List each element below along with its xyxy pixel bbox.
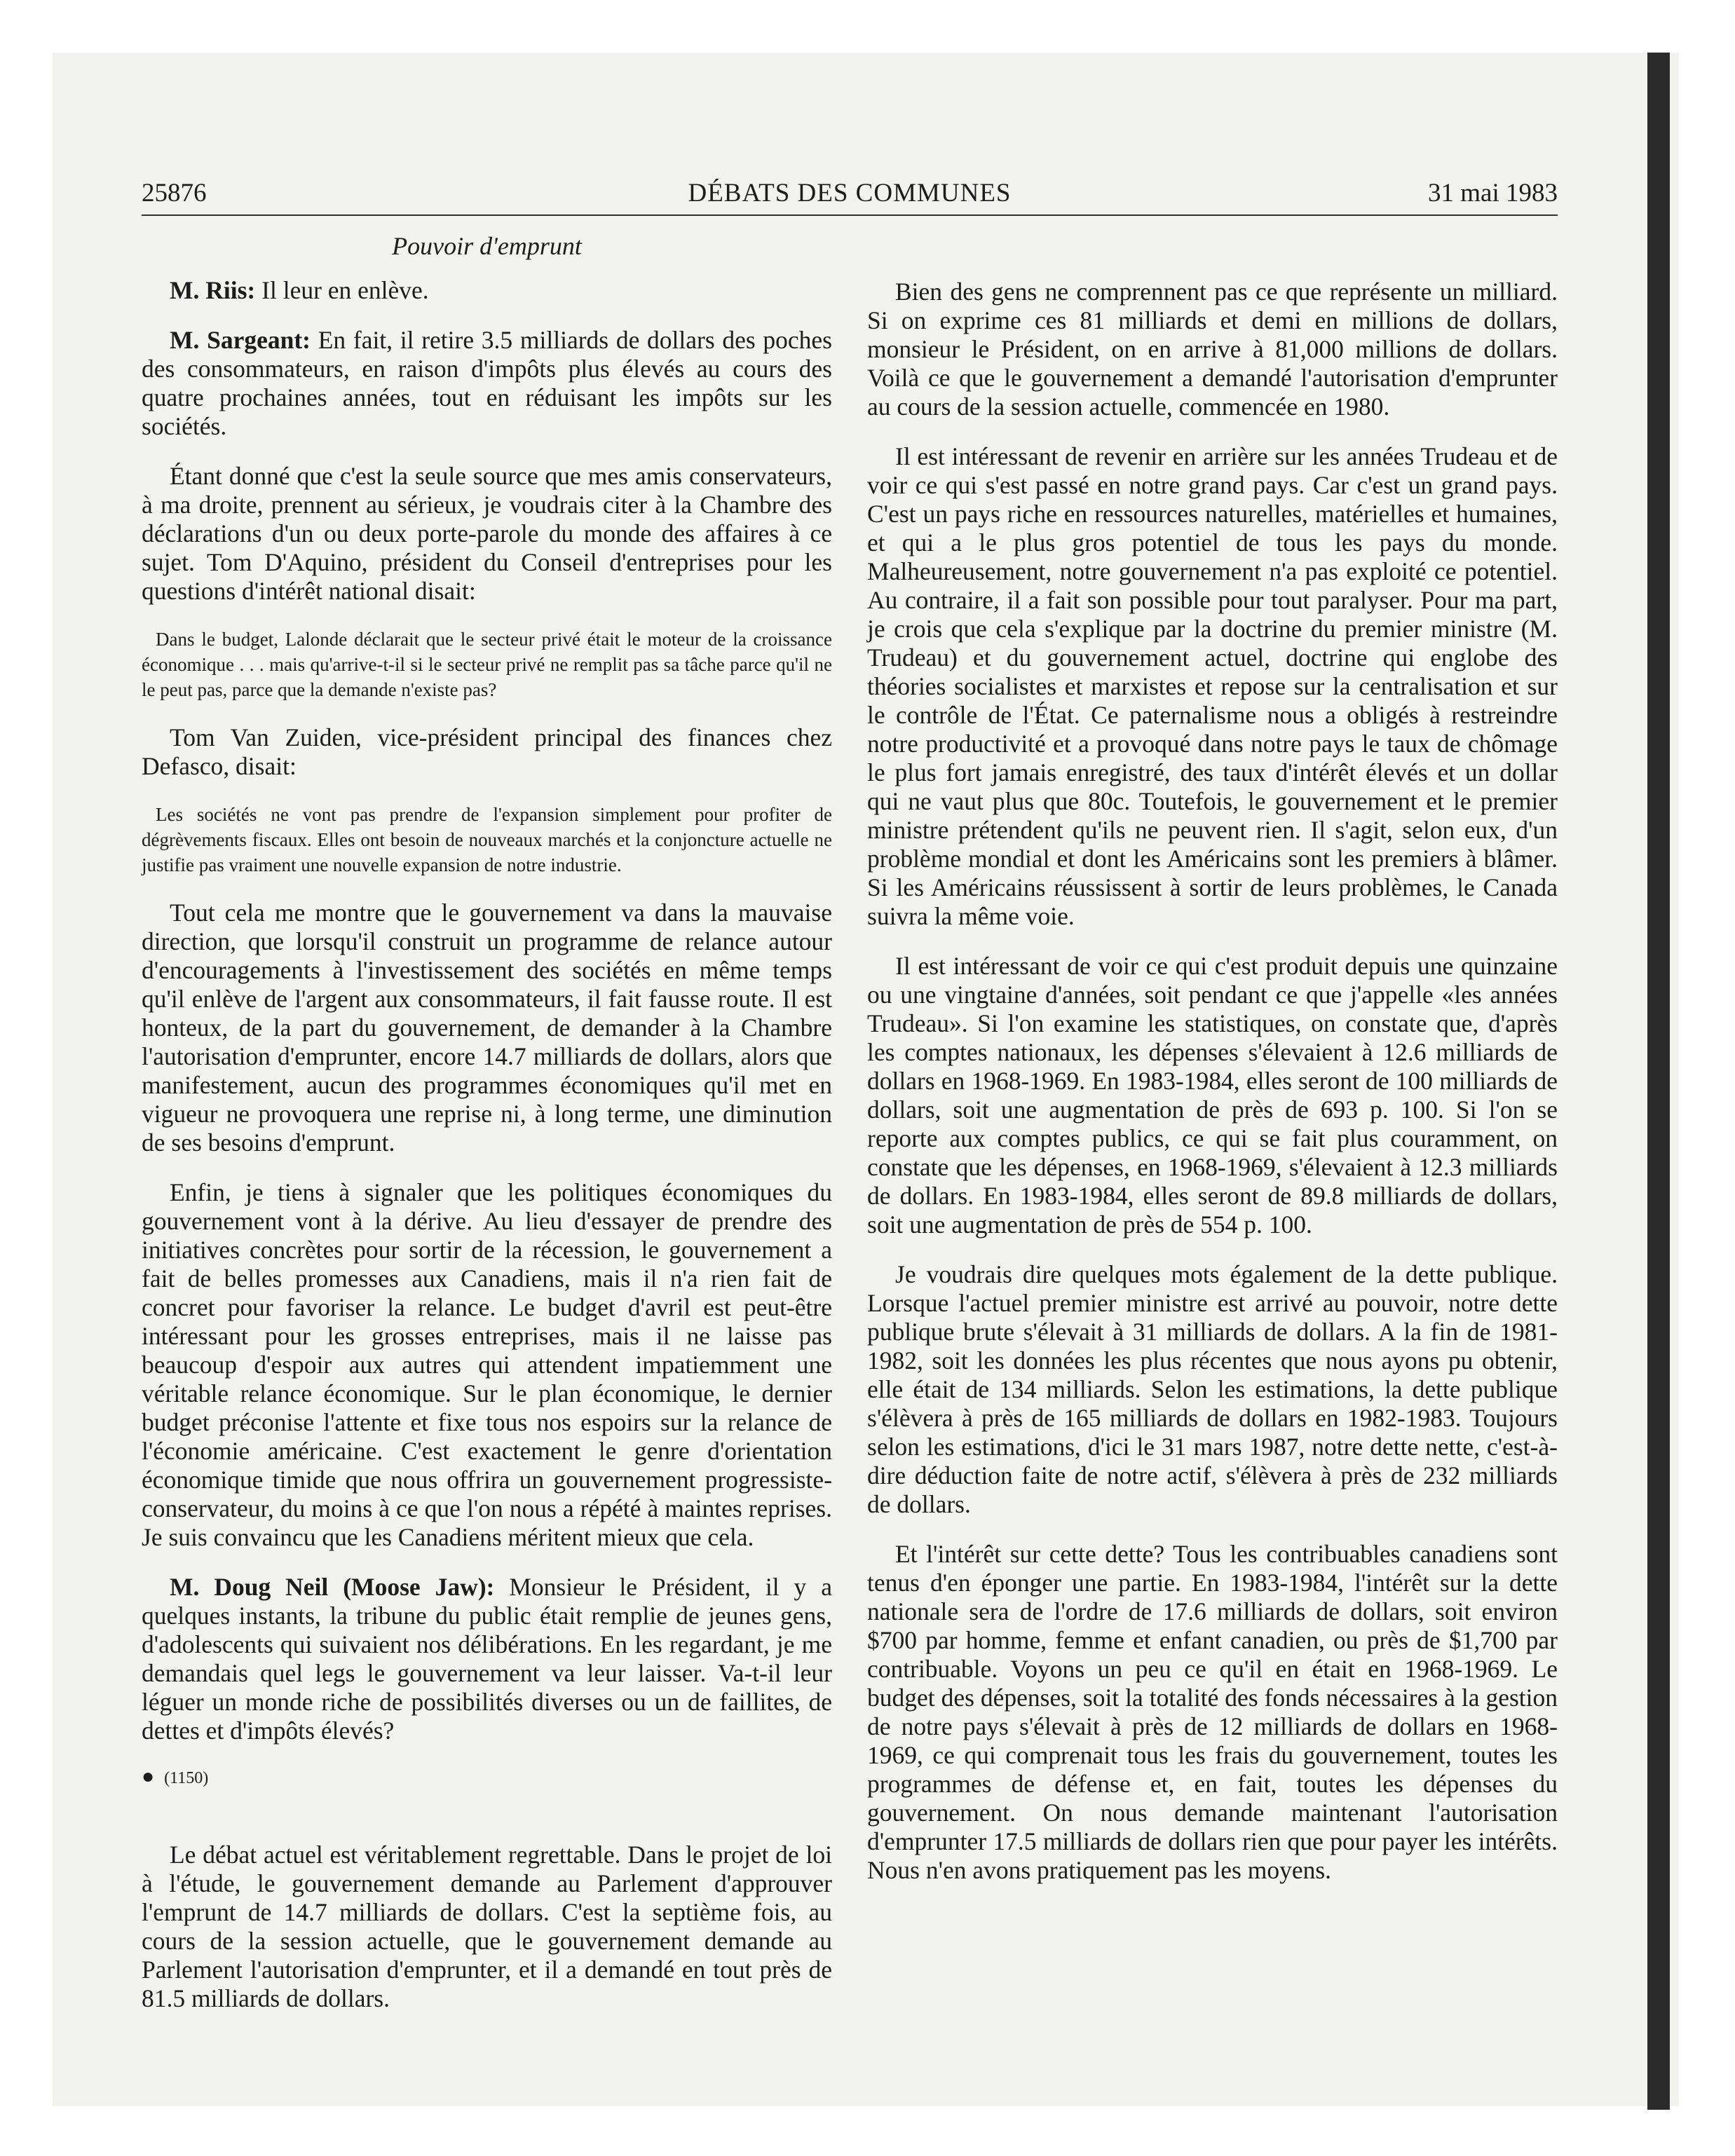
scan-edge-bar <box>1647 53 1670 2110</box>
paragraph: Le débat actuel est véritablement regrettable. Dans le projet de loi à l'étude, le gouvernement demande au Parlement d'approuver l'emprunt de 14.7 milliards de dollars. C'est la septième fois, au cours de la session actuelle, que le gouvernement demande au Parlement l'autorisation d'emprunter, et il a demandé en tout près de 81.5 milliards de dollars. <box>142 1841 832 2012</box>
paragraph: Il est intéressant de voir ce qui c'est produit depuis une quinzaine ou une vingtaine d'années, soit pendant ce que j'appelle «les années Trudeau». Si l'on examine les statistiques, on constate que, d'après les comptes nationaux, les dépenses s'élevaient à 12.6 milliards de dollars en 1968-1969. En 1983-1984, elles seront de 100 milliards de dollars, soit une augmentation de près de 693 p. 100. Si l'on se reporte aux comptes publics, ce qui se fait plus couramment, on constate que les dépenses, en 1968-1969, s'élevaient à 12.3 milliards de dollars. En 1983-1984, elles seront de 89.8 milliards de dollars, soit une augmentation de près de 554 p. 100. <box>867 952 1558 1239</box>
section-title: Pouvoir d'emprunt <box>392 232 582 260</box>
time-marker <box>142 1766 832 1789</box>
speech-text: Monsieur le Président, il y a quelques instants, la tribune du public était remplie de jeunes gens, d'adolescents qui suivaient nos délibérations. En les regardant, je me demandais quel legs le gouvernement va leur laisser. Va-t-il leur léguer un monde riche de possibilités diverses ou un de faillites, de dettes et d'impôts élevés? <box>142 1573 833 1745</box>
page-number: 25876 <box>142 179 207 207</box>
bullet-icon: ● <box>142 1765 155 1788</box>
paragraph: Enfin, je tiens à signaler que les politiques économiques du gouvernement vont à la dérive. Au lieu d'essayer de prendre des initiatives concrètes pour sortir de la récession, le gouvernement a fait de belles promesses aux Canadiens, mais il n'a rien fait de concret pour favoriser la relance. Le budget d'avril est peut-être intéressant pour les grosses entreprises, mais il ne laisse pas beaucoup d'espoir aux autres qui attendent impatiemment une véritable relance économique. Sur le plan économique, le dernier budget préconise l'attente et fixe tous nos espoirs sur la relance de l'économie américaine. C'est exactement le genre d'orientation économique timide que nous offrira un gouvernement progressiste-conservateur, du moins à ce que l'on nous a répété à maintes reprises. Je suis convaincu que les Canadiens méritent mieux que cela. <box>142 1178 832 1551</box>
journal-title: DÉBATS DES COMMUNES <box>688 179 1012 207</box>
block-quote: Les sociétés ne vont pas prendre de l'expansion simplement pour profiter de dégrèvements fiscaux. Elles ont besoin de nouveaux marchés et la conjoncture actuelle ne justifie pas vraiment une nouvelle expansion de notre industrie. <box>142 804 832 875</box>
paragraph: Bien des gens ne comprennent pas ce que représente un milliard. Si on exprime ces 81 milliards et demi en millions de dollars, monsieur le Président, on en arrive à 81,000 millions de dollars. Voilà ce que le gouvernement a demandé l'autorisation d'emprunter au cours de la session actuelle, commencée en 1980. <box>867 278 1558 421</box>
paragraph <box>142 326 832 441</box>
page-date: 31 mai 1983 <box>1428 179 1558 207</box>
paragraph <box>142 276 832 305</box>
paragraph <box>142 1573 832 1745</box>
paragraph: Il est intéressant de revenir en arrière sur les années Trudeau et de voir ce qui s'est passé en notre grand pays. Car c'est un grand pays. C'est un pays riche en ressources naturelles, matérielles et humaines, et qui a le plus gros potentiel de tous les pays du monde. Malheureusement, notre gouvernement n'a pas exploité ce potentiel. Au contraire, il a fait son possible pour tout paralyser. Pour ma part, je crois que cela s'explique par la doctrine du premier ministre (M. Trudeau) et du gouvernement actuel, doctrine qui englobe des théories socialistes et marxistes et repose sur la centralisation et sur le contrôle de l'État. Ce paternalisme nous a obligés à restreindre notre productivité et a provoqué dans notre pays le taux de chômage le plus fort jamais enregistré, des taux d'intérêt élevés et un dollar qui ne vaut plus que 80c. Toutefois, le gouvernement et le premier ministre prétendent qu'ils ne peuvent rien. Il s'agit, selon eux, d'un problème mondial et dont les Américains sont les premiers à blâmer. Si les Américains réussissent à sortir de leurs problèmes, le Canada suivra la même voie. <box>867 442 1558 930</box>
left-column <box>142 231 832 2034</box>
speech-text: En fait, il retire 3.5 milliards de dollars des poches des consommateurs, en raison d'impôts plus élevés au cours des quatre prochaines années, tout en réduisant les impôts sur les sociétés. <box>142 326 832 440</box>
paragraph: Tout cela me montre que le gouvernement va dans la mauvaise direction, que lorsqu'il construit un programme de relance autour d'encouragements à l'investissement des sociétés en même temps qu'il enlève de l'argent aux consommateurs, il fait fausse route. Il est honteux, de la part du gouvernement, de demander à la Chambre l'autorisation d'emprunter, encore 14.7 milliards de dollars, alors que manifestement, aucun des programmes économiques qu'il met en vigueur ne provoquera une reprise ni, à long terme, une diminution de ses besoins d'emprunt. <box>142 899 832 1157</box>
block-quote: Dans le budget, Lalonde déclarait que le secteur privé était le moteur de la croissance économique . . . mais qu'arrive-t-il si le secteur privé ne remplit pas sa tâche parce qu'il ne le peut pas, parce que la demande n'existe pas? <box>142 629 832 700</box>
speaker-name: M. Doug Neil (Moose Jaw): <box>170 1573 495 1601</box>
header-rule <box>142 214 1558 216</box>
paragraph: Tom Van Zuiden, vice-président principal des finances chez Defasco, disait: <box>142 723 832 780</box>
paragraph: Je voudrais dire quelques mots également de la dette publique. Lorsque l'actuel premier ministre est arrivé au pouvoir, notre dette publique brute s'élevait à 31 milliards de dollars. A la fin de 1981-1982, soit les données les plus récentes que nous ayons pu obtenir, elle était de 134 milliards. Selon les estimations, la dette publique s'élèvera à près de 165 milliards de dollars en 1982-1983. Toujours selon les estimations, d'ici le 31 mars 1987, notre dette nette, c'est-à-dire déduction faite de notre actif, s'élèvera à près de 232 milliards de dollars. <box>867 1260 1558 1518</box>
paragraph: Et l'intérêt sur cette dette? Tous les contribuables canadiens sont tenus d'en éponger une partie. En 1983-1984, l'intérêt sur la dette nationale sera de l'ordre de 17.6 milliards de dollars, soit environ $700 par homme, femme et enfant canadien, ou près de $1,700 par contribuable. Voyons un peu ce qu'il en était en 1968-1969. Le budget des dépenses, soit la totalité des fonds nécessaires à la gestion de notre pays s'élevait à près de 12 milliards de dollars en 1968-1969, ce qui comprenait tous les frais du gouvernement, toutes les programmes de défense et, en fait, toutes les dépenses du gouvernement. On nous demande maintenant l'autorisation d'emprunter 17.5 milliards de dollars rien que pour payer les intérêts. Nous n'en avons pratiquement pas les moyens. <box>867 1540 1558 1884</box>
speaker-name: M. Riis: <box>170 276 256 304</box>
page-header <box>142 178 1558 213</box>
speaker-name: M. Sargeant: <box>170 326 311 354</box>
speech-text: Il leur en enlève. <box>255 276 429 304</box>
paragraph: Étant donné que c'est la seule source que mes amis conservateurs, à ma droite, prennent au sérieux, je voudrais citer à la Chambre des déclarations d'un ou deux porte-parole du monde des affaires à ce sujet. Tom D'Aquino, président du Conseil d'entreprises pour les questions d'intérêt national disait: <box>142 462 832 605</box>
right-column <box>867 278 1558 1906</box>
time-marker-text: (1150) <box>164 1769 209 1787</box>
